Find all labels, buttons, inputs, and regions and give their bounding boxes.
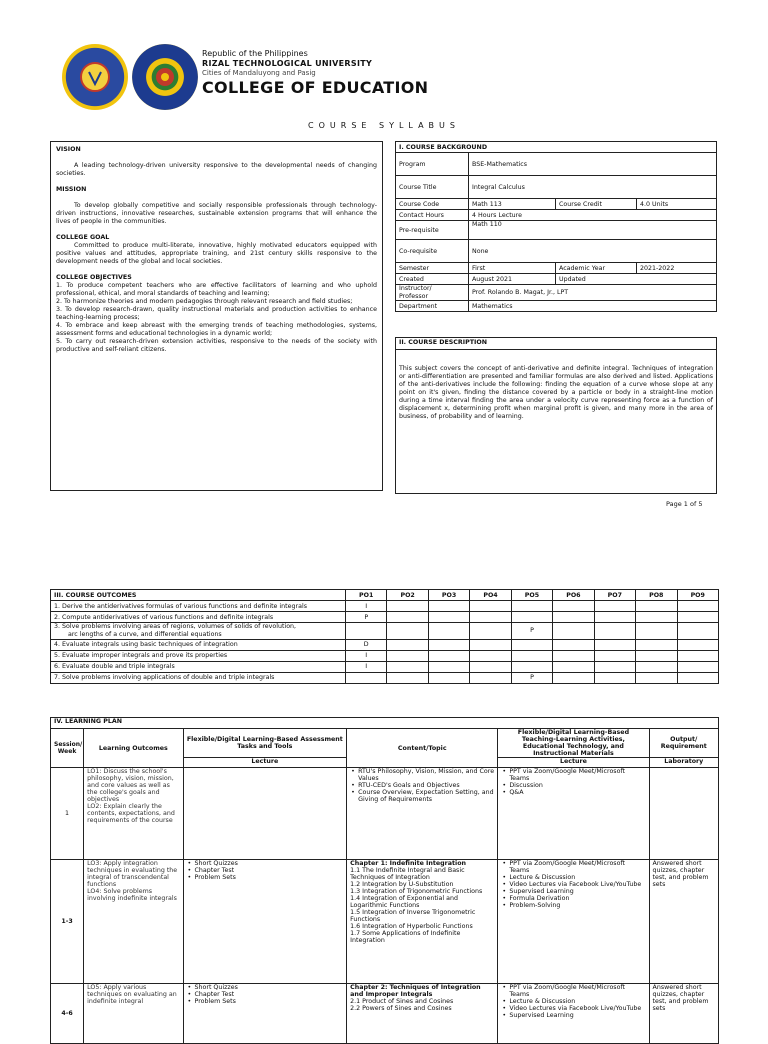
outcome-row <box>51 612 719 623</box>
objective-5: 5. To carry out research-driven extension activities, responsive to the needs of the society with productive and self-reliant citizens. <box>56 337 377 353</box>
university-city: Cities of Mandaluyong and Pasig <box>202 69 316 77</box>
vision-heading: VISION <box>56 146 81 153</box>
course-background-table <box>395 141 717 312</box>
objective-2: 2. To harmonize theories and modern pedagogies through relevant research and field studies; <box>56 297 353 305</box>
learning-plan-table <box>50 717 719 1044</box>
po1-mark: I <box>346 650 387 661</box>
content-item: 1.1 The Indefinite Integral and Basic Techniques of Integration <box>350 867 465 881</box>
mission-heading: MISSION <box>56 186 87 194</box>
content-header: Content/Topic <box>347 729 498 768</box>
document-title: COURSE SYLLABUS <box>308 121 460 130</box>
plan-row <box>51 984 719 1044</box>
course-outcomes-table <box>50 589 719 684</box>
po5-mark <box>511 661 552 672</box>
po1-mark: D <box>346 639 387 650</box>
po-header: PO5 <box>511 590 552 601</box>
college-seal-logo <box>132 44 198 110</box>
tla-cell <box>498 984 649 1044</box>
vision-text: A leading technology-driven university responsive to the developmental needs of changing societies. <box>56 162 377 178</box>
course-code-label: Course Code <box>396 199 469 210</box>
po1-mark <box>346 672 387 683</box>
plan-row <box>51 768 719 860</box>
output-header: Output/ Requirement <box>649 729 718 758</box>
tla-item: • Lecture & Discussion <box>509 998 645 1005</box>
tla-item: • Q&A <box>509 789 645 796</box>
outcome-text-cont: arc lengths of a curve, and differential equations <box>68 630 222 638</box>
college-name: COLLEGE OF EDUCATION <box>202 78 429 97</box>
tla-item: • PPT via Zoom/Google Meet/Microsoft Teams <box>509 768 645 782</box>
created-value: August 2021 <box>469 274 556 285</box>
goal-text: Committed to produce multi-literate, innovative, highly motivated educators equipped with positive values and attitudes, appropriate training, and 21st century skills responsive to the development needs of the global and local societies. <box>56 242 377 266</box>
outcome-text: 6. Evaluate double and triple integrals <box>51 661 346 672</box>
gear-seal-icon <box>62 44 128 110</box>
assessment-item: • Problem Sets <box>195 874 344 881</box>
program-label: Program <box>396 153 469 176</box>
outcome-row <box>51 650 719 661</box>
prerequisite-value: Math 110 <box>469 221 717 240</box>
content-item: 1.4 Integration of Exponential and Logarithmic Functions <box>350 895 459 909</box>
laboratory-subheader: Laboratory <box>649 758 718 768</box>
objective-1: 1. To produce competent teachers who are effective facilitators of learning and who uphold professional, ethical, and moral standards of teaching and learning; <box>56 281 377 297</box>
course-description-heading: II. COURSE DESCRIPTION <box>396 338 716 350</box>
semester-label: Semester <box>396 263 469 274</box>
republic-text: Republic of the Philippines <box>202 49 308 58</box>
corequisite-label: Co-requisite <box>396 240 469 263</box>
lo-cell: LO5: Apply various techniques on evaluating an indefinite integral <box>84 984 183 1044</box>
output-cell: Answered short quizzes, chapter test, and problem sets <box>649 860 718 984</box>
tla-item: • PPT via Zoom/Google Meet/Microsoft Teams <box>509 984 645 998</box>
instructor-label-1: Instructor/ <box>399 285 432 292</box>
mission-text: To develop globally competitive and socially responsible professionals through technology-driven instructions, innovative researches, sustainable extension programs that will enhance the lives of people in the communities. <box>56 202 377 226</box>
course-title-label: Course Title <box>396 176 469 199</box>
assessment-item: • Chapter Test <box>195 991 344 998</box>
content-item: 1.6 Integration of Hyperbolic Functions <box>350 923 473 930</box>
tla-item: • Discussion <box>509 782 645 789</box>
tla-item: • Video Lectures via Facebook Live/YouTube <box>509 1005 645 1012</box>
po-header: PO4 <box>470 590 511 601</box>
assessment-header: Flexible/Digital Learning-Based Assessment Tasks and Tools <box>183 729 347 758</box>
output-cell <box>649 768 718 860</box>
objectives-heading: COLLEGE OBJECTIVES <box>56 273 132 281</box>
academic-year-value: 2021-2022 <box>637 263 717 274</box>
lecture-subheader-2: Lecture <box>498 758 649 768</box>
outcome-text: 2. Compute antiderivatives of various functions and definite integrals <box>51 612 346 623</box>
created-label: Created <box>396 274 469 285</box>
contact-hours-value: 4 Hours Lecture <box>469 210 717 221</box>
course-background-heading: I. COURSE BACKGROUND <box>396 142 717 153</box>
assessment-item: • Short Quizzes <box>195 984 344 991</box>
university-name: RIZAL TECHNOLOGICAL UNIVERSITY <box>202 59 373 68</box>
department-label: Department <box>396 301 469 312</box>
tla-item: • Supervised Learning <box>509 888 645 895</box>
outcome-text: 4. Evaluate integrals using basic techniques of integration <box>51 639 346 650</box>
assessment-item: • Chapter Test <box>195 867 344 874</box>
po-header: PO7 <box>594 590 635 601</box>
content-cell <box>347 984 498 1044</box>
po1-mark: P <box>346 612 387 623</box>
tla-item: • Lecture & Discussion <box>509 874 645 881</box>
content-cell <box>347 860 498 984</box>
content-item: • RTU's Philosophy, Vision, Mission, and Core Values <box>358 768 494 782</box>
session-week-header: Session/ Week <box>51 729 84 768</box>
content-cell <box>347 768 498 860</box>
po-header: PO3 <box>428 590 469 601</box>
assessment-item: • Problem Sets <box>195 998 344 1005</box>
plan-row <box>51 860 719 984</box>
outcome-text: 1. Derive the antiderivatives formulas of various functions and definite integrals <box>51 601 346 612</box>
vision-mission-box <box>50 141 383 491</box>
course-credit-value: 4.0 Units <box>637 199 717 210</box>
lamp-seal-icon <box>132 44 198 110</box>
tla-item: • Problem-Solving <box>509 902 645 909</box>
outcome-row <box>51 639 719 650</box>
contact-hours-label: Contact Hours <box>396 210 469 221</box>
po-header: PO6 <box>553 590 594 601</box>
instructor-label-2: Professor <box>399 292 429 300</box>
week-cell: 4-6 <box>51 984 84 1044</box>
tla-header: Flexible/Digital Learning-Based Teaching-Learning Activities, Educational Technology, and Instructional Materials <box>498 729 649 758</box>
content-item: 1.7 Some Applications of Indefinite Integration <box>350 930 461 944</box>
content-item: 2.2 Powers of Sines and Cosines <box>350 1005 452 1012</box>
tla-item: • PPT via Zoom/Google Meet/Microsoft Teams <box>509 860 645 874</box>
outcome-text: 5. Evaluate improper integrals and prove its properties <box>51 650 346 661</box>
course-outcomes-heading: III. COURSE OUTCOMES <box>51 590 346 601</box>
po5-mark: P <box>511 623 552 640</box>
rtu-seal-logo <box>62 44 128 110</box>
updated-label: Updated <box>556 274 717 285</box>
output-cell: Answered short quizzes, chapter test, and problem sets <box>649 984 718 1044</box>
po1-mark <box>346 623 387 640</box>
page-number: Page 1 of 5 <box>666 500 703 508</box>
po5-mark <box>511 650 552 661</box>
tla-item: • Video Lectures via Facebook Live/YouTube <box>509 881 645 888</box>
content-item: • Course Overview, Expectation Setting, and Giving of Requirements <box>358 789 494 803</box>
objective-4: 4. To embrace and keep abreast with the emerging trends of teaching methodologies, systems, assessment forms and educational technologies in a dynamic world; <box>56 321 377 337</box>
outcome-row <box>51 623 719 640</box>
learning-outcomes-header: Learning Outcomes <box>84 729 183 768</box>
content-item: 1.5 Integration of Inverse Trigonometric Functions <box>350 909 476 923</box>
tla-item: • Formula Derivation <box>509 895 645 902</box>
chapter-title: Chapter 2: Techniques of Integration and Improper Integrals <box>350 984 481 998</box>
outcome-row <box>51 601 719 612</box>
department-value: Mathematics <box>469 301 717 312</box>
po1-mark: I <box>346 601 387 612</box>
assessment-cell <box>183 768 347 860</box>
po-header: PO1 <box>346 590 387 601</box>
tla-cell <box>498 860 649 984</box>
outcome-row <box>51 661 719 672</box>
lo-cell: LO3: Apply integration techniques in evaluating the integral of transcendental functions LO4: Solve problems involving indefinite integrals <box>84 860 183 984</box>
course-description-text: This subject covers the concept of anti-derivative and definite integral. Techniques of integration or anti-differentiation are presented and familiar formulas are also derived and listed. Applications of the anti-derivatives include the following: finding the equation of a curve whose slope at any point on it's given, finding the distance covered by a particle or body in a straight-line motion during a time interval finding the area under a velocity curve representing force as a function of displacement x, determining profit when marginal profit is given, and many more in the area of business, of probability and of learning. <box>399 365 713 421</box>
outcome-text: 7. Solve problems involving applications of double and triple integrals <box>51 672 346 683</box>
content-item: 1.3 Integration of Trigonometric Functions <box>350 888 483 895</box>
content-item: 1.2 Integration by U-Substitution <box>350 881 454 888</box>
course-code-value: Math 113 <box>469 199 556 210</box>
corequisite-value: None <box>469 240 717 263</box>
outcome-text: 3. Solve problems involving areas of regions, volumes of solids of revolution, <box>54 623 297 630</box>
lecture-subheader: Lecture <box>183 758 347 768</box>
lo-cell: LO1: Discuss the school's philosophy, vision, mission, and core values as well as the college's goals and objectives LO2: Explain clearly the contents, expectations, and requirements of the course <box>84 768 183 860</box>
po5-mark: P <box>511 672 552 683</box>
po5-mark <box>511 612 552 623</box>
goal-heading: COLLEGE GOAL <box>56 234 110 242</box>
assessment-cell <box>183 860 347 984</box>
po-header: PO9 <box>677 590 719 601</box>
prerequisite-label: Pre-requisite <box>396 221 469 240</box>
tla-item: • Supervised Learning <box>509 1012 645 1019</box>
tla-cell <box>498 768 649 860</box>
content-item: • RTU-CED's Goals and Objectives <box>358 782 494 789</box>
objective-3: 3. To develop research-drawn, quality instructional materials and production activities to enhance teaching-learning process; <box>56 305 377 321</box>
program-value: BSE-Mathematics <box>469 153 717 176</box>
week-cell: 1 <box>51 768 84 860</box>
po-header: PO8 <box>636 590 677 601</box>
semester-value: First <box>469 263 556 274</box>
chapter-title: Chapter 1: Indefinite Integration <box>350 860 467 867</box>
course-description-box <box>395 337 717 494</box>
instructor-value: Prof. Rolando B. Magat, Jr., LPT <box>469 285 717 301</box>
content-item: 2.1 Product of Sines and Cosines <box>350 998 454 1005</box>
academic-year-label: Academic Year <box>556 263 637 274</box>
course-title-value: Integral Calculus <box>469 176 717 199</box>
course-credit-label: Course Credit <box>556 199 637 210</box>
po-header: PO2 <box>387 590 428 601</box>
po5-mark <box>511 601 552 612</box>
learning-plan-heading: IV. LEARNING PLAN <box>51 718 719 729</box>
po1-mark: I <box>346 661 387 672</box>
assessment-item: • Short Quizzes <box>195 860 344 867</box>
week-cell: 1-3 <box>51 860 84 984</box>
po5-mark <box>511 639 552 650</box>
assessment-cell <box>183 984 347 1044</box>
outcome-row <box>51 672 719 683</box>
